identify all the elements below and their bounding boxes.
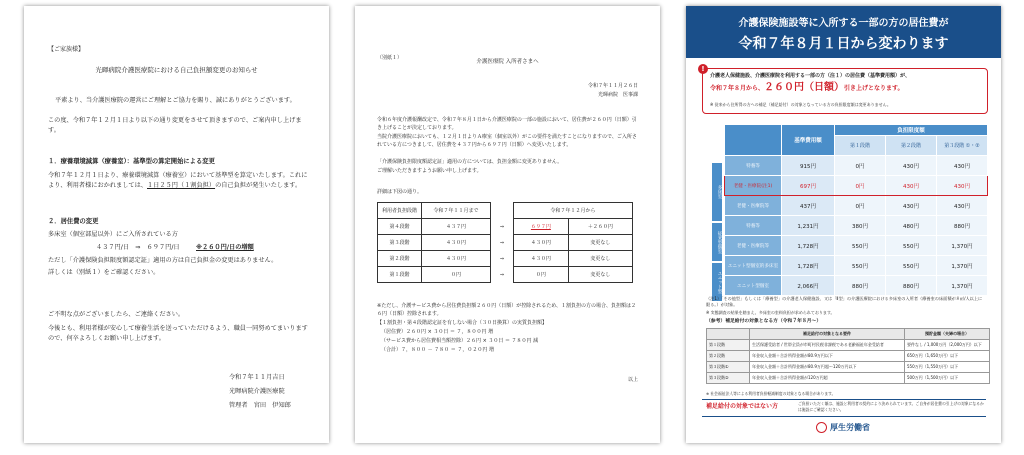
intro-paragraph-2: この度、令和７年１２月１日より以下の通り変更をさせて頂きますので、ご案内申し上げます。 [48, 117, 302, 134]
stage-header: 第３段階 ①・② [937, 136, 988, 156]
table-row: 特養等 915円 0円 430円 430円 [725, 156, 988, 176]
after-cell: ４３０円 [514, 251, 569, 267]
before-cell: ４３０円 [422, 235, 491, 251]
letter-sender: 光暉病院 医事課 [597, 92, 638, 98]
paragraph-4: ご理解いただきますようお願い申し上げます。 [377, 168, 482, 174]
letter-date: 令和７年１１月２６日 [587, 83, 638, 89]
table-row: 特養等 1,231円 380円 480円 880円 [725, 216, 988, 236]
base-fee-header: 基準費用額 [782, 125, 835, 156]
paragraph-2: 当院介護医療院においても、１２月１日よりＡ療室（個室以外）がこの要件を満たすことになりますので、ご入所されている方につきまして、居住費を４３７円から６９７円（日額）へ変更いたします。 [377, 134, 637, 148]
detail-label: 詳細は下図の通り。 [377, 189, 423, 195]
fee-comparison-table [377, 202, 633, 283]
closing-line-1: ご不明な点がございましたら、ご連絡ください。 [48, 311, 185, 318]
column-header: 利用者負担段階 [378, 203, 422, 219]
group-label: 多床室 [712, 163, 722, 221]
table-row: 第２段階 年金収入金額＋合計所得金額が80.9万円以下 650万円（1,650万円）以下 [707, 351, 990, 362]
calculation-line-2: （サービス費から居住費相当額控除）２６円 × ３０日 ＝ ７８０円 減 [381, 338, 539, 344]
paragraph-3: 「介護保険負担限度額認定証」適用の方については、負担金額に変更ありません。 [377, 159, 563, 165]
before-cell: ４３０円 [422, 251, 491, 267]
table-row: 老健・医療院等 1,728円 550円 550円 1,370円 [725, 236, 988, 256]
table-row [378, 251, 633, 267]
table-row [378, 267, 633, 283]
group-label: ユニット型 [712, 263, 722, 301]
table-row [378, 219, 633, 235]
reference-note: ※ 社会福祉法人等による利用者負担軽減制度の対象となる場合があります。 [706, 391, 836, 396]
intro-paragraph: 平素より、当介護医療院の運営にご理解とご協力を賜り、誠にありがとうございます。 [55, 97, 296, 104]
table-row: ユニット型個室的多床室 1,728円 550円 550円 1,370円 [725, 256, 988, 276]
before-cell: ４３７円 [422, 219, 491, 235]
diff-cell: ＋２６０円 [568, 219, 632, 235]
footnote-2: ※ 実態調査の結果を踏まえ、多床室の室料負担が求められております。 [706, 310, 835, 315]
diff-cell: 変更なし [568, 267, 632, 283]
table-row: 第３段階② 年金収入金額＋合計所得金額が120万円超 500万円（1,500万円）以下 [707, 373, 990, 384]
stage-header: 第１段階 [835, 136, 886, 156]
deduction-note: ※ただし、介護サービス費から居住費負担額２６０円（日額）が控除されるため、１割負担の方の場合、負担額は２６円（日額）控除されます。 [377, 303, 636, 317]
fee-change: ４３７円/日 ⇒ ６９７円/日 [96, 244, 180, 251]
table-header-row [725, 125, 988, 136]
stage-cell: 第１段階 [378, 267, 422, 283]
paragraph-1: 令和６年度介護報酬改定で、令和７年８月１日から介護医療院の一部の施設において、居住費が２６０円（日額）引き上げることが決定しております。 [377, 117, 637, 131]
table-row [378, 235, 633, 251]
notice-title: 光暉病院介護医療院における自己負担額変更のお知らせ [95, 66, 258, 74]
document-page-3 [686, 6, 1001, 443]
issue-date: 令和７年１１月吉日 [229, 374, 285, 381]
reference-table [706, 328, 990, 384]
arrow-icon: ⇒ [499, 223, 505, 230]
limit-header: 負担限度額 [835, 125, 988, 136]
stage-cell: 第４段階 [378, 219, 422, 235]
table-row: 第１段階 生活保護受給者 / 世帯全員が市町村民税非課税である老齢福祉年金受給者 要件なし / 1,000万円（2,000万円）以下 [707, 340, 990, 351]
non-eligible-text: ご負担いただく額は、施設と利用者の契約により決められています。ご自身が居住費の引上げの対象になるかは施設にご確認ください。 [798, 401, 984, 412]
section-2-note: ただし「介護保険負担限度額認定証」適用の方は自己負担金の変更はありません。 [48, 257, 278, 264]
document-page-2 [355, 6, 660, 443]
notice-line-1: 介護老人保健施設、介護医療院を利用する一部の方（注１）の居住費（基準費用額）が、 [710, 73, 911, 79]
increase-amount: ２６０円（日額） [764, 82, 845, 93]
section-1-title: １．療養環境減算（療養室）：基準型の算定開始による変更 [48, 158, 215, 165]
section-2-title: ２．居住費の変更 [48, 218, 99, 225]
greeting: 【ご家族様】 [48, 46, 85, 53]
addressee: 介護医療院 入所者さまへ [476, 59, 539, 65]
section-1-body: 令和７年１２月１日より、療養環境減算（療養室）において基準型を算定いたします。これにより、利用者様におかれましては、１日２５円（１割負担）の自己負担が発生いたします。 [48, 172, 308, 189]
notice-note: ※ 従来から住所得の方への補足（補足給付）の対象となっている方の負担限度額は変更ありません。 [710, 102, 891, 107]
arrow-icon: ⇒ [499, 255, 505, 262]
table-header-row [378, 203, 633, 219]
attachment-label: （別紙１） [377, 55, 403, 61]
ministry-name: 厚生労働省 [830, 423, 870, 432]
attachment-reference: 詳しくは（別紙１）をご確認ください。 [48, 269, 160, 276]
arrow-icon: ⇒ [499, 239, 505, 246]
room-type: 多床室（個室部屋以外）にご入所されている方 [48, 231, 178, 238]
ministry-logo-icon [816, 422, 827, 433]
end-mark: 以上 [627, 377, 638, 383]
calculation-line-3: （合計）７，８００ － ７８０ ＝ ７，０２０円 増 [381, 347, 494, 353]
after-cell: ６９７円 [514, 219, 569, 235]
title-banner [686, 6, 1001, 58]
column-header: 令和７年１１月まで [422, 203, 491, 219]
table-header-row: 補足給付の対象となる要件 預貯金額（夫婦の場合） [707, 329, 990, 340]
daily-charge-highlight: １日２５円（１割負担） [147, 182, 216, 189]
organization-name: 光暉病院介護医療院 [229, 388, 285, 395]
highlighted-row: 老健・医療院(注1) 697円 0円 430円 430円 [725, 176, 988, 196]
arrow-icon: ⇒ [499, 271, 505, 278]
group-label: 従来型個室 [712, 223, 722, 261]
stage-cell: 第３段階 [378, 235, 422, 251]
reference-title: （参考）補足給付の対象となる方（令和７年８月～） [706, 319, 822, 324]
stage-header: 第２段階 [886, 136, 937, 156]
banner-line-2: 令和７年８月１日から変わります [738, 36, 949, 52]
stage-cell: 第２段階 [378, 251, 422, 267]
calculation-line-1: （居住費）２６０円 × ３０日 ＝ ７，８００円 増 [381, 329, 494, 335]
document-page-1 [24, 6, 329, 443]
before-cell: ０円 [422, 267, 491, 283]
notice-line-2: 令和７年８月から、２６０円（日額）引き上げとなります。 [710, 82, 904, 93]
table-row: 第３段階① 年金収入金額＋合計所得金額が80.9万円超～120万円以下 550万円（1,550万円）以下 [707, 362, 990, 373]
banner-line-1: 介護保険施設等に入所する一部の方の居住費が [738, 18, 949, 29]
after-cell: ０円 [514, 267, 569, 283]
table-row: 老健・医療院等 437円 0円 430円 430円 [725, 196, 988, 216]
table-row: ユニット型個室 2,066円 880円 880円 1,370円 [725, 276, 988, 296]
manager-name: 管理者 宮田 伊知郎 [229, 402, 291, 409]
calculation-title: 【１割負担・第４段階認定証を有しない場合（３０日換算）の実質負担額】 [377, 320, 548, 326]
closing-line-2: 今後とも、利用者様が安心して療養生活を送っていただけるよう、職員一同努めてまいりますので、何卒よろしくお願い申し上げます。 [48, 325, 308, 342]
non-eligible-label: 補足給付の対象ではない方 [706, 403, 779, 410]
diff-cell: 変更なし [568, 235, 632, 251]
fee-table [724, 124, 988, 296]
exclamation-icon: ! [698, 64, 708, 74]
column-header: 令和７年１２月から [514, 203, 633, 219]
diff-cell: 変更なし [568, 251, 632, 267]
footnote-1: （注1）「その他型」もしくは「療養型」の介護老人保健施設、又は「Ⅱ型」の介護医療院における多床室の入所者（療養室の床面積が８㎡/人以上に限る。）が対象。 [706, 296, 983, 307]
after-cell: ４３０円 [514, 235, 569, 251]
fee-increase: ※２６０円/日の増額 [196, 244, 254, 251]
